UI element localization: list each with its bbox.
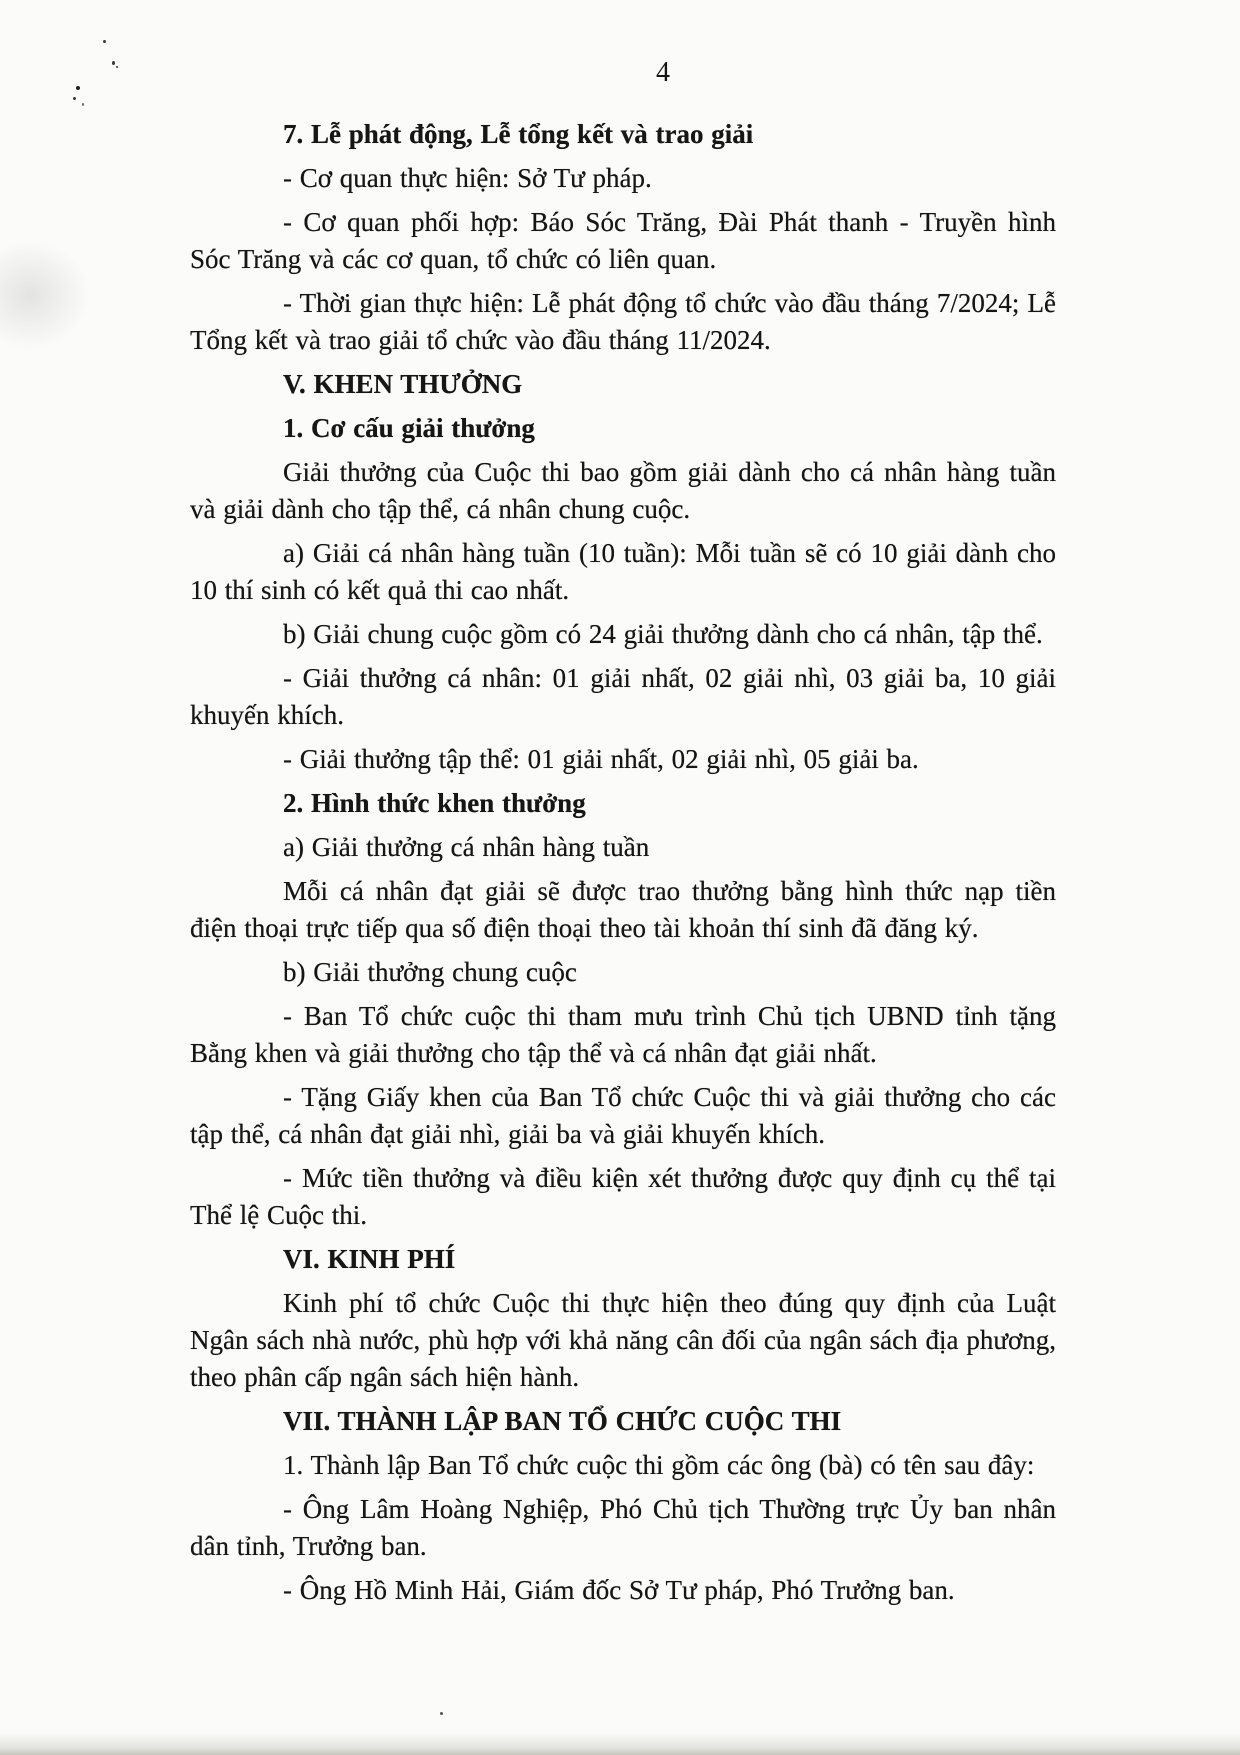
paragraph: a) Giải cá nhân hàng tuần (10 tuần): Mỗi tuần sẽ có 10 giải dành cho 10 thí sinh có kết quả thi cao nhất.	[190, 538, 1056, 605]
scan-speckle	[103, 40, 106, 43]
paragraph: Mỗi cá nhân đạt giải sẽ được trao thưởng bằng hình thức nạp tiền điện thoại trực tiếp qua số điện thoại theo tài khoản thí sinh đã đăng ký.	[190, 876, 1056, 943]
section-heading: 1. Cơ cấu giải thưởng	[283, 413, 535, 443]
section-heading: 2. Hình thức khen thưởng	[283, 788, 586, 818]
paragraph: - Cơ quan phối hợp: Báo Sóc Trăng, Đài Phát thanh - Truyền hình Sóc Trăng và các cơ quan, tổ chức có liên quan.	[190, 207, 1056, 274]
section-heading: V. KHEN THƯỞNG	[283, 369, 523, 399]
paragraph: b) Giải chung cuộc gồm có 24 giải thưởng dành cho cá nhân, tập thể.	[283, 619, 1043, 649]
paragraph: - Thời gian thực hiện: Lễ phát động tổ chức vào đầu tháng 7/2024; Lễ Tổng kết và trao giải tổ chức vào đầu tháng 11/2024.	[190, 288, 1056, 355]
scan-speckle	[73, 97, 76, 100]
paragraph: 1. Thành lập Ban Tổ chức cuộc thi gồm các ông (bà) có tên sau đây:	[283, 1450, 1035, 1480]
document-body	[190, 116, 1056, 1616]
paragraph: - Ban Tổ chức cuộc thi tham mưu trình Chủ tịch UBND tỉnh tặng Bằng khen và giải thưởng cho tập thể và cá nhân đạt giải nhất.	[190, 1001, 1056, 1068]
paragraph: - Giải thưởng tập thể: 01 giải nhất, 02 giải nhì, 05 giải ba.	[283, 744, 919, 774]
paragraph: - Ông Lâm Hoàng Nghiệp, Phó Chủ tịch Thường trực Ủy ban nhân dân tỉnh, Trưởng ban.	[190, 1494, 1056, 1561]
scan-speckle	[82, 103, 84, 106]
section-heading: VI. KINH PHÍ	[283, 1244, 456, 1274]
paragraph: - Cơ quan thực hiện: Sở Tư pháp.	[283, 163, 652, 193]
paragraph: - Tặng Giấy khen của Ban Tổ chức Cuộc thi và giải thưởng cho các tập thể, cá nhân đạt giải nhì, giải ba và giải khuyến khích.	[190, 1082, 1056, 1149]
scan-speckle	[440, 1712, 443, 1715]
scan-speckle	[112, 61, 115, 65]
scan-speckle	[116, 66, 118, 68]
paragraph: b) Giải thưởng chung cuộc	[283, 957, 577, 987]
paragraph: Kinh phí tổ chức Cuộc thi thực hiện theo đúng quy định của Luật Ngân sách nhà nước, phù hợp với khả năng cân đối của ngân sách địa phương, theo phân cấp ngân sách hiện hành.	[190, 1288, 1056, 1392]
scan-bottom-edge	[0, 1733, 1240, 1755]
section-heading: 7. Lễ phát động, Lễ tổng kết và trao giải	[283, 119, 754, 149]
paragraph: Giải thưởng của Cuộc thi bao gồm giải dành cho cá nhân hàng tuần và giải dành cho tập thể, cá nhân chung cuộc.	[190, 457, 1056, 524]
section-heading: VII. THÀNH LẬP BAN TỔ CHỨC CUỘC THI	[283, 1406, 842, 1436]
paragraph: a) Giải thưởng cá nhân hàng tuần	[283, 832, 650, 862]
paragraph: - Ông Hồ Minh Hải, Giám đốc Sở Tư pháp, Phó Trưởng ban.	[283, 1575, 955, 1605]
scan-speckle	[76, 86, 80, 90]
scan-smudge	[0, 240, 90, 350]
page-number: 4	[656, 57, 670, 88]
paragraph: - Giải thưởng cá nhân: 01 giải nhất, 02 giải nhì, 03 giải ba, 10 giải khuyến khích.	[190, 663, 1056, 730]
paragraph: - Mức tiền thưởng và điều kiện xét thưởng được quy định cụ thể tại Thể lệ Cuộc thi.	[190, 1163, 1056, 1230]
